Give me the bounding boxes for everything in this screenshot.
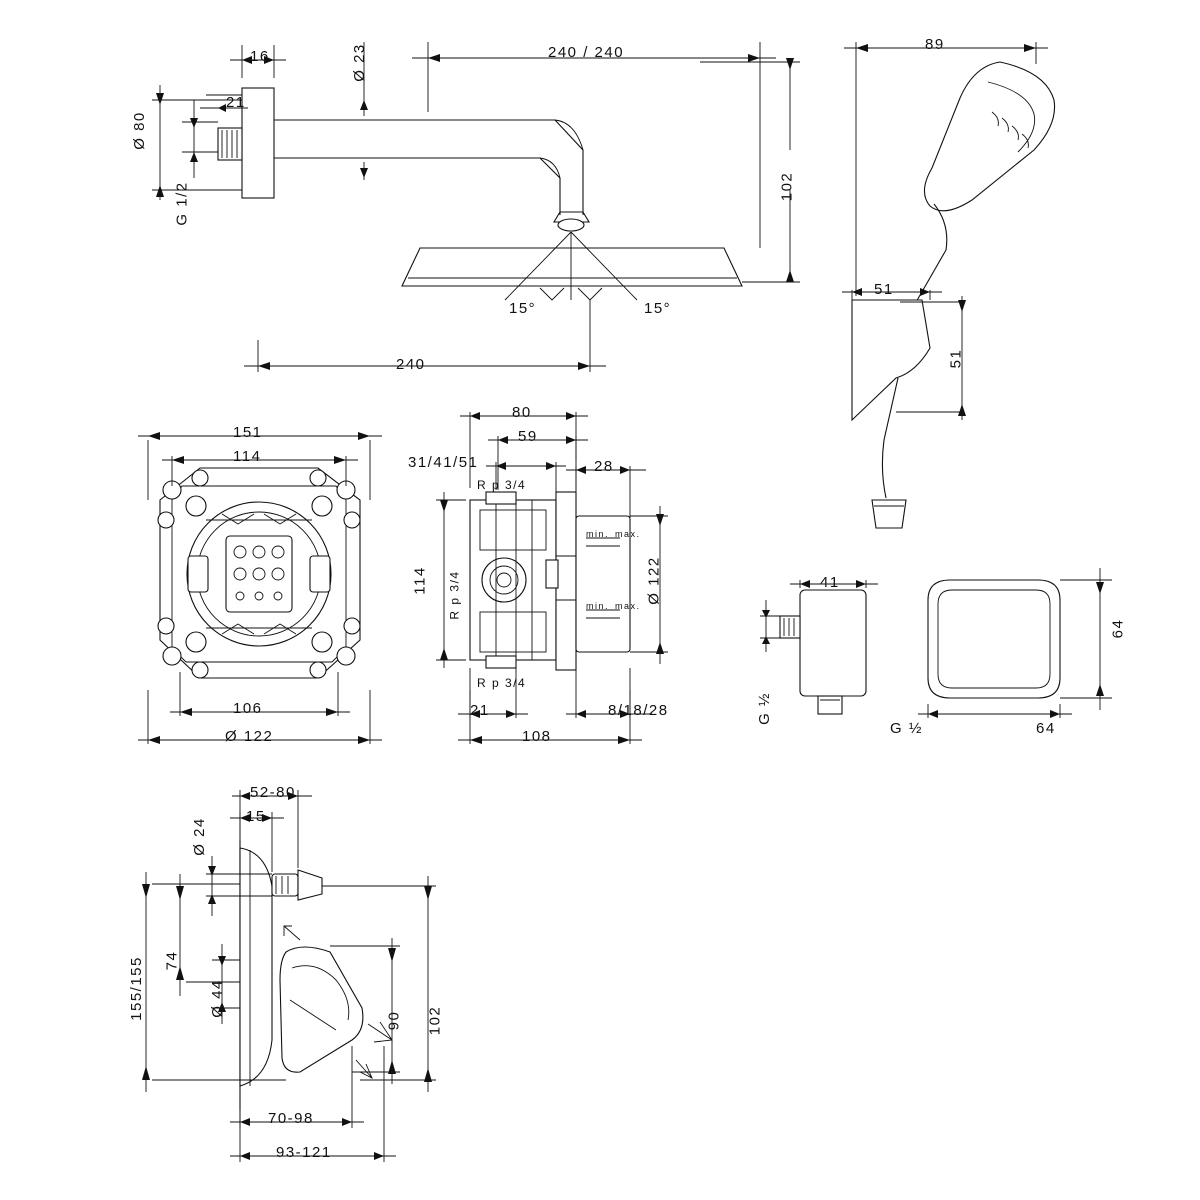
dim-spray-angle-right: 15° (644, 300, 672, 317)
dim-trim-projection: 52-80 (250, 784, 296, 801)
dim-outlet-thread: G ½ (755, 692, 773, 725)
dim-wall-plate-width: 16 (250, 48, 270, 65)
dim-valve-base-21: 21 (470, 702, 490, 719)
dim-drop-height: 102 (778, 171, 796, 202)
dim-valve-projection: 8/18/28 (608, 702, 669, 719)
dim-handshower-head-width: 51 (874, 281, 894, 298)
label-port-bottom: R p 3/4 (477, 676, 527, 690)
dim-trim-dia-44: Ø 44 (208, 979, 226, 1018)
label-port-mid: R p 3/4 (447, 570, 462, 620)
dim-outlet-depth: 41 (820, 574, 840, 591)
dim-body-inner-width: 114 (233, 448, 262, 465)
dim-body-diameter: Ø 122 (225, 728, 274, 745)
rough-body-geometry (158, 468, 360, 678)
dim-body-outer-width: 151 (233, 424, 263, 441)
dim-trim-lever-90: 90 (385, 1010, 403, 1031)
dim-handshower-length: 89 (925, 36, 945, 53)
dim-trim-total-102: 102 (426, 1005, 444, 1036)
dim-valve-height-114: 114 (411, 566, 429, 595)
dim-valve-base-108: 108 (522, 728, 552, 745)
dim-valve-top-80: 80 (512, 404, 532, 421)
mixer-trim-geometry (240, 840, 392, 1110)
dim-trim-lower-93-121: 93-121 (276, 1144, 332, 1161)
dim-thread-g12: G 1/2 (173, 181, 191, 226)
dim-trim-spout-dia: Ø 24 (190, 817, 208, 856)
dim-trim-74: 74 (163, 950, 181, 971)
dim-valve-diameter-122: Ø 122 (645, 556, 663, 605)
valve-section-geometry (470, 492, 630, 670)
dim-valve-depth-range: 31/41/51 (408, 454, 479, 471)
dim-arm-length-bottom: 240 (396, 356, 426, 373)
outlet-elbow-geometry (780, 590, 866, 714)
dim-flange-diameter: Ø 80 (130, 111, 148, 150)
dim-trim-plate-thickness: 15 (246, 808, 266, 825)
dim-handshower-holder-height: 51 (947, 348, 965, 369)
dim-pipe-diameter: Ø 23 (350, 43, 368, 82)
dim-spray-angle-left: 15° (509, 300, 537, 317)
dim-valve-top-59: 59 (518, 428, 538, 445)
dim-escutcheon-width: 64 (1036, 720, 1056, 737)
dim-arm-length-top: 240 / 240 (548, 44, 625, 61)
overhead-shower-geometry (218, 88, 742, 300)
escutcheon-geometry (928, 580, 1060, 698)
dim-body-lower-width: 106 (233, 700, 263, 717)
label-minmax-bottom: min. max. (586, 601, 641, 611)
label-minmax-top: min. max. (586, 529, 641, 539)
dim-valve-offset-28: 28 (594, 458, 614, 475)
dim-trim-height-155: 155/155 (127, 956, 145, 1021)
dim-plate-offset: 21 (226, 94, 246, 111)
label-port-top: R p 3/4 (477, 478, 527, 492)
dim-escutcheon-thread: G ½ (890, 720, 923, 737)
dim-trim-lower-70-98: 70-98 (268, 1110, 314, 1127)
dim-escutcheon-height: 64 (1109, 618, 1127, 639)
